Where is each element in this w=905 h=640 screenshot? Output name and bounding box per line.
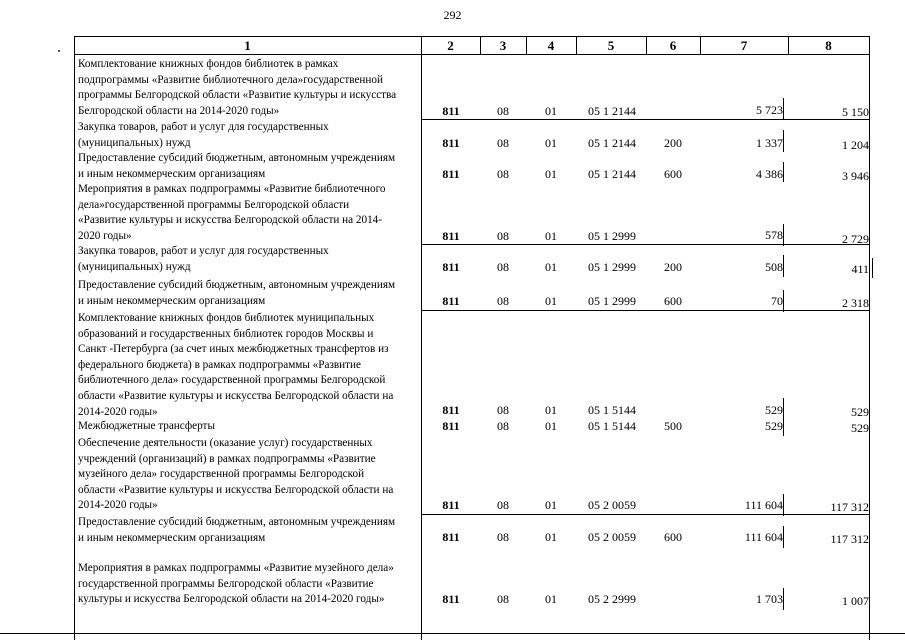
desc-line: Мероприятия в рамках подпрограммы «Развитие библиотечного (78, 183, 386, 195)
cell-code: 811 (442, 592, 460, 606)
desc-line: области «Развитие культуры и искусства Белгородской области на (78, 389, 394, 402)
table-left-border (74, 36, 75, 640)
cell-amount-2: 411 (851, 262, 869, 276)
desc-line: государственной программы Белгородской области «Развитие (78, 577, 374, 590)
desc-line: 2020 годы» (78, 229, 132, 242)
row-description (78, 419, 418, 435)
cell-expense-type: 600 (664, 167, 682, 181)
scan-bottom-edge (0, 633, 905, 634)
desc-line: культуры и искусства Белгородской области на 2014-2020 годы» (78, 593, 385, 606)
cell-target-article: 05 1 2999 (588, 229, 636, 243)
page-number: 292 (443, 8, 462, 22)
cell-tick (783, 414, 784, 436)
desc-line: «Развитие культуры и искусства Белгородской области на 2014- (78, 214, 382, 227)
row-description (78, 151, 418, 182)
desc-line: Комплектование книжных фондов библиотек муниципальных (78, 312, 375, 324)
cell-target-article: 05 2 0059 (588, 498, 636, 512)
cell-target-article: 05 1 2144 (588, 104, 636, 118)
cell-code: 811 (442, 530, 460, 544)
header-col-7: 7 (740, 38, 748, 53)
row-divider (421, 514, 869, 515)
cell-code: 811 (442, 167, 460, 181)
desc-line: Закупка товаров, работ и услуг для государственных (78, 245, 329, 257)
desc-line: области «Развитие культуры и искусства Белгородской области на (78, 483, 394, 496)
cell-section: 08 (497, 530, 509, 544)
cell-target-article: 05 1 5144 (588, 419, 636, 433)
row-divider (421, 244, 869, 245)
cell-expense-type: 200 (664, 136, 682, 150)
cell-subsection: 01 (545, 136, 557, 150)
cell-amount-2: 1 204 (842, 138, 869, 152)
cell-target-article: 05 2 2999 (588, 592, 636, 606)
desc-line: Санкт -Петербурга (за счет иных межбюджетных трансфертов из (78, 343, 389, 356)
desc-line: 2014-2020 годы» (78, 499, 158, 512)
desc-line: и иным некоммерческим организациям (78, 294, 266, 307)
desc-line: программы Белгородской области «Развитие культуры и искусства (78, 89, 397, 102)
cell-subsection: 01 (545, 167, 557, 181)
cell-code: 811 (442, 104, 460, 118)
cell-tick (783, 255, 784, 277)
cell-amount-2: 2 729 (842, 232, 869, 246)
desc-line: учреждений (организаций) в рамках подпрограммы «Развитие (78, 452, 376, 465)
cell-amount-1: 70 (771, 294, 783, 308)
header-col-2: 2 (447, 38, 454, 53)
cell-section: 08 (497, 136, 509, 150)
cell-amount-1: 508 (765, 260, 783, 274)
cell-tick (783, 130, 784, 152)
row-description (78, 57, 418, 119)
cell-section: 08 (497, 592, 509, 606)
cell-code: 811 (442, 419, 460, 433)
desc-line: и иным некоммерческим организациям (78, 167, 266, 180)
row-divider (421, 119, 869, 120)
row-description (78, 278, 418, 309)
cell-expense-type: 200 (664, 260, 682, 274)
row-description (78, 561, 418, 608)
cell-target-article: 05 1 2144 (588, 167, 636, 181)
cell-amount-1: 111 604 (744, 530, 783, 544)
cell-code: 811 (442, 260, 460, 274)
desc-line: подпрограммы «Развитие библиотечного дела»государственной (78, 73, 383, 86)
cell-subsection: 01 (545, 229, 557, 243)
row-description (78, 244, 418, 275)
row-description (78, 515, 418, 546)
header-col-6: 6 (669, 38, 677, 53)
cell-amount-2: 1 007 (842, 594, 869, 608)
cell-tick (872, 258, 873, 278)
cell-section: 08 (497, 104, 509, 118)
header-col-8: 8 (825, 38, 832, 53)
cell-target-article: 05 1 2999 (588, 260, 636, 274)
cell-expense-type: 600 (664, 294, 682, 308)
cell-target-article: 05 1 5144 (588, 403, 636, 417)
desc-line: Закупка товаров, работ и услуг для государственных (78, 121, 329, 133)
row-description (78, 120, 418, 151)
cell-amount-1: 529 (765, 403, 783, 417)
cell-section: 08 (497, 260, 509, 274)
row-description (78, 182, 418, 244)
desc-line: Обеспечение деятельности (оказание услуг) государственных (78, 437, 373, 449)
cell-amount-2: 117 312 (830, 500, 869, 514)
cell-code: 811 (442, 136, 460, 150)
header-bottom-border (74, 54, 869, 55)
desc-line: федерального бюджета) в рамках подпрограммы «Развитие (78, 358, 361, 371)
cell-section: 08 (497, 403, 509, 417)
cell-subsection: 01 (545, 403, 557, 417)
cell-amount-2: 529 (851, 405, 869, 419)
row-divider (421, 310, 869, 311)
desc-line: Комплектование книжных фондов библиотек в рамках (78, 58, 339, 70)
cell-target-article: 05 1 2999 (588, 294, 636, 308)
table-right-border (869, 36, 870, 640)
table-top-border (74, 36, 869, 37)
cell-code: 811 (442, 229, 460, 243)
desc-line: библиотечного дела» государственной программы Белгородской (78, 374, 386, 387)
cell-amount-1: 5 723 (756, 103, 783, 117)
cell-tick (783, 162, 784, 182)
cell-expense-type: 500 (664, 419, 682, 433)
cell-amount-1: 578 (765, 228, 783, 242)
cell-subsection: 01 (545, 498, 557, 512)
cell-target-article: 05 2 0059 (588, 530, 636, 544)
cell-section: 08 (497, 167, 509, 181)
header-col-4: 4 (547, 38, 555, 53)
cell-subsection: 01 (545, 530, 557, 544)
cell-subsection: 01 (545, 419, 557, 433)
cell-target-article: 05 1 2144 (588, 136, 636, 150)
cell-expense-type: 600 (664, 530, 682, 544)
desc-line: дела»государственной программы Белгородской области (78, 198, 350, 211)
cell-subsection: 01 (545, 294, 557, 308)
desc-line: музейного дела» государственной программы Белгородской (78, 468, 365, 481)
cell-amount-1: 1 337 (756, 136, 783, 150)
cell-section: 08 (497, 294, 509, 308)
desc-line: (муниципальных) нужд (78, 260, 191, 273)
desc-line: Мероприятия в рамках подпрограммы «Развитие музейного дела» (78, 562, 394, 574)
column-divider (421, 36, 422, 640)
desc-line: образований и государственных библиотек городов Москвы и (78, 327, 374, 340)
cell-tick (783, 224, 784, 246)
desc-line: Белгородской области на 2014-2020 годы» (78, 104, 280, 117)
cell-code: 811 (442, 294, 460, 308)
desc-line: (муниципальных) нужд (78, 136, 191, 149)
cell-amount-2: 5 150 (842, 105, 869, 119)
scan-speck (58, 50, 60, 52)
header-col-3: 3 (499, 38, 507, 53)
cell-tick (783, 526, 784, 548)
cell-amount-1: 4 386 (756, 167, 783, 181)
cell-tick (783, 98, 784, 120)
cell-amount-1: 529 (765, 419, 783, 433)
row-description (78, 436, 418, 514)
cell-amount-2: 117 312 (830, 532, 869, 546)
cell-section: 08 (497, 498, 509, 512)
cell-tick (783, 494, 784, 516)
desc-line: Межбюджетные трансферты (78, 420, 215, 432)
cell-amount-2: 2 318 (842, 296, 869, 310)
cell-tick (783, 588, 784, 610)
header-col-5: 5 (607, 38, 615, 53)
desc-line: Предоставление субсидий бюджетным, автономным учреждениям (78, 279, 396, 291)
desc-line: Предоставление субсидий бюджетным, автономным учреждениям (78, 516, 396, 528)
cell-section: 08 (497, 419, 509, 433)
cell-subsection: 01 (545, 260, 557, 274)
cell-amount-2: 529 (851, 421, 869, 435)
desc-line: Предоставление субсидий бюджетным, автономным учреждениям (78, 152, 396, 164)
cell-tick (783, 290, 784, 312)
cell-amount-2: 3 946 (842, 169, 869, 183)
cell-subsection: 01 (545, 104, 557, 118)
header-col-1: 1 (244, 38, 251, 53)
cell-amount-1: 1 703 (756, 592, 783, 606)
cell-code: 811 (442, 403, 460, 417)
desc-line: 2014-2020 годы» (78, 405, 158, 418)
cell-code: 811 (442, 498, 460, 512)
desc-line: и иным некоммерческим организациям (78, 531, 266, 544)
row-description (78, 311, 418, 420)
cell-amount-1: 111 604 (744, 498, 783, 512)
cell-subsection: 01 (545, 592, 557, 606)
cell-section: 08 (497, 229, 509, 243)
